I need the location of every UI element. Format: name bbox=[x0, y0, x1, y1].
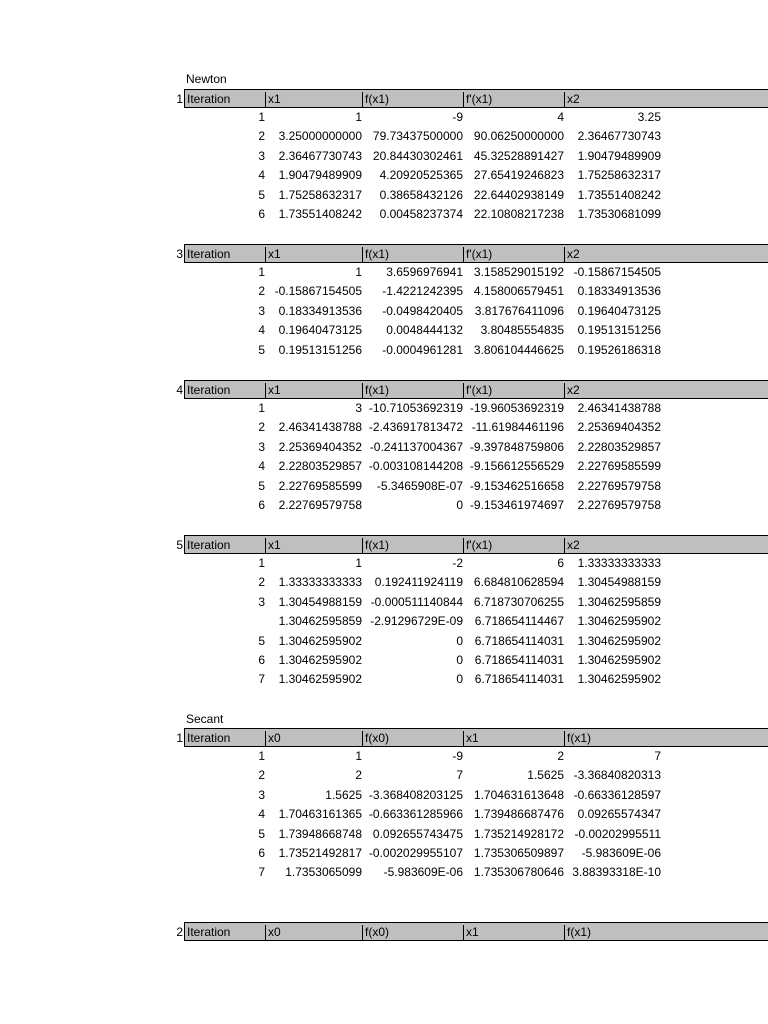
col1-cell[interactable]: 2.25369404352 bbox=[278, 439, 362, 454]
header-cell[interactable]: x0 bbox=[266, 731, 363, 746]
col3-cell[interactable]: -9.156612556529 bbox=[469, 459, 564, 474]
col2-cell[interactable]: -10.71053692319 bbox=[368, 401, 463, 415]
col2-cell[interactable]: -1.4221242395 bbox=[382, 284, 463, 299]
col1-cell[interactable]: 1.90479489909 bbox=[278, 168, 362, 183]
col4-cell[interactable]: 0.19640473125 bbox=[577, 303, 661, 318]
iteration-cell[interactable]: 5 bbox=[258, 826, 265, 841]
header-bar bbox=[184, 89, 768, 108]
col4-cell[interactable]: -0.15867154505 bbox=[573, 265, 661, 279]
header-cell[interactable]: x1 bbox=[266, 538, 363, 553]
iteration-cell[interactable]: 3 bbox=[258, 303, 265, 318]
col2-cell[interactable]: 0 bbox=[456, 672, 463, 687]
col4-cell[interactable]: 2.36467730743 bbox=[577, 129, 661, 144]
iteration-cell[interactable]: 5 bbox=[258, 187, 265, 202]
iteration-cell[interactable]: 1 bbox=[258, 265, 265, 279]
col3-cell[interactable]: -19.96053692319 bbox=[469, 401, 564, 415]
col1-cell[interactable]: 1.70463161365 bbox=[278, 807, 362, 822]
col3-cell[interactable]: 6.684810628594 bbox=[473, 575, 564, 590]
header-cell[interactable]: x1 bbox=[266, 247, 363, 262]
col4-cell[interactable]: 0.19526186318 bbox=[577, 342, 661, 357]
col2-cell[interactable]: -2 bbox=[452, 556, 463, 570]
col4-cell[interactable]: -0.00202995511 bbox=[574, 826, 661, 841]
col1-cell[interactable]: 0.18334913536 bbox=[278, 303, 362, 318]
iteration-cell[interactable]: 2 bbox=[258, 420, 265, 435]
iteration-cell[interactable]: 4 bbox=[258, 807, 265, 822]
header-bar bbox=[184, 728, 768, 747]
col2-cell[interactable]: 0 bbox=[456, 633, 463, 648]
iteration-cell[interactable]: 3 bbox=[258, 594, 265, 609]
header-cell[interactable]: x2 bbox=[567, 383, 580, 397]
col3-cell[interactable]: -9.153462516658 bbox=[469, 478, 564, 493]
col2-cell[interactable]: 0 bbox=[456, 497, 463, 512]
col3-cell[interactable]: 6.718654114031 bbox=[474, 672, 564, 687]
iteration-cell[interactable]: 7 bbox=[258, 672, 265, 687]
col4-cell[interactable]: 1.75258632317 bbox=[577, 168, 661, 183]
col4-cell[interactable]: 3.25 bbox=[637, 110, 661, 124]
col3-cell[interactable]: 1.735306509897 bbox=[473, 845, 564, 860]
col3-cell[interactable]: 6.718654114031 bbox=[474, 633, 564, 648]
iteration-cell[interactable]: 5 bbox=[258, 633, 265, 648]
col3-cell[interactable]: 1.739486687476 bbox=[473, 807, 564, 822]
col1-cell[interactable]: 0.19513151256 bbox=[278, 342, 362, 357]
iteration-cell[interactable]: 1 bbox=[258, 749, 265, 763]
header-bar bbox=[184, 535, 768, 554]
iteration-cell[interactable]: 6 bbox=[258, 206, 265, 221]
col4-cell[interactable]: 2.25369404352 bbox=[577, 420, 661, 435]
col3-cell[interactable]: 2 bbox=[557, 749, 564, 763]
header-cell[interactable]: Iteration bbox=[185, 247, 266, 262]
col4-cell[interactable]: -0.66336128597 bbox=[573, 787, 661, 802]
header-cell[interactable]: f(x1) bbox=[363, 247, 464, 262]
col2-cell[interactable]: 0.192411924119 bbox=[374, 575, 463, 590]
col3-cell[interactable]: 27.65419246823 bbox=[473, 168, 564, 183]
col4-cell[interactable]: 2.22803529857 bbox=[577, 439, 661, 454]
col2-cell[interactable]: 0.092655743475 bbox=[372, 826, 463, 841]
col1-cell[interactable]: 1 bbox=[355, 110, 362, 124]
iteration-cell[interactable]: 5 bbox=[258, 342, 265, 357]
iteration-cell[interactable]: 2 bbox=[258, 575, 265, 590]
iteration-cell[interactable]: 3 bbox=[258, 439, 265, 454]
col4-cell[interactable]: 1.73551408242 bbox=[577, 187, 661, 202]
col1-cell[interactable]: 1 bbox=[355, 265, 362, 279]
header-cell[interactable]: Iteration bbox=[185, 92, 266, 107]
header-cell[interactable]: f(x1) bbox=[363, 92, 464, 107]
col1-cell[interactable]: 2.22803529857 bbox=[278, 459, 362, 474]
header-cell[interactable]: f'(x1) bbox=[464, 92, 565, 107]
col2-cell[interactable]: -0.002029955107 bbox=[368, 845, 463, 860]
col2-cell[interactable]: 0.38658432126 bbox=[379, 187, 463, 202]
col2-cell[interactable]: -0.663361285966 bbox=[368, 807, 463, 822]
col3-cell[interactable]: 22.10808217238 bbox=[473, 206, 564, 221]
iteration-cell[interactable]: 3 bbox=[258, 148, 265, 163]
col2-cell[interactable]: -0.0498420405 bbox=[382, 303, 463, 318]
table-number: 1 bbox=[176, 731, 183, 745]
header-cell[interactable]: x1 bbox=[464, 731, 565, 746]
col4-cell[interactable]: 1.30462595859 bbox=[577, 594, 661, 609]
col3-cell[interactable]: 6.718730706255 bbox=[473, 594, 564, 609]
col2-cell[interactable]: -0.003108144208 bbox=[368, 459, 463, 474]
col2-cell[interactable]: -3.368408203125 bbox=[368, 787, 463, 802]
header-bar bbox=[184, 244, 768, 263]
col4-cell[interactable]: 1.90479489909 bbox=[577, 148, 661, 163]
header-bar bbox=[184, 922, 768, 941]
col4-cell[interactable]: 1.30462595902 bbox=[577, 614, 661, 629]
col2-cell[interactable]: -0.241137004367 bbox=[369, 439, 463, 454]
iteration-cell[interactable]: 6 bbox=[258, 497, 265, 512]
iteration-cell[interactable]: 3 bbox=[258, 787, 265, 802]
header-bar bbox=[184, 380, 768, 399]
col2-cell[interactable]: -5.3465908E-07 bbox=[376, 478, 463, 493]
col2-cell[interactable]: -0.000511140844 bbox=[370, 594, 463, 609]
col1-cell[interactable]: 2 bbox=[355, 768, 362, 783]
col4-cell[interactable]: 7 bbox=[654, 749, 661, 763]
col1-cell[interactable]: 2.22769585599 bbox=[278, 478, 362, 493]
col2-cell[interactable]: 0.0048444132 bbox=[386, 323, 463, 338]
header-cell[interactable]: Iteration bbox=[185, 925, 266, 940]
header-cell[interactable]: f(x0) bbox=[363, 731, 464, 746]
col3-cell[interactable]: 22.64402938149 bbox=[473, 187, 564, 202]
col3-cell[interactable]: 6.718654114031 bbox=[474, 652, 564, 667]
header-cell[interactable]: f'(x1) bbox=[464, 247, 565, 262]
col4-cell[interactable]: 0.19513151256 bbox=[577, 323, 661, 338]
col3-cell[interactable]: -9.397848759806 bbox=[469, 439, 564, 454]
iteration-cell[interactable]: 2 bbox=[258, 129, 265, 144]
col1-cell[interactable]: 1.73521492817 bbox=[278, 845, 362, 860]
iteration-cell[interactable]: 5 bbox=[258, 478, 265, 493]
header-cell[interactable]: x2 bbox=[567, 538, 580, 552]
header-cell[interactable]: x1 bbox=[464, 925, 565, 940]
col1-cell[interactable]: 1.5625 bbox=[325, 787, 362, 802]
header-cell[interactable]: f(x1) bbox=[363, 538, 464, 553]
col2-cell[interactable]: 4.20920525365 bbox=[379, 168, 463, 183]
iteration-cell[interactable]: 1 bbox=[258, 556, 265, 570]
col1-cell[interactable]: 1.30462595902 bbox=[278, 633, 362, 648]
col2-cell[interactable]: -2.436917813472 bbox=[368, 420, 463, 435]
col4-cell[interactable]: 1.30462595902 bbox=[577, 633, 661, 648]
header-cell[interactable]: f'(x1) bbox=[464, 538, 565, 553]
col3-cell[interactable]: 6.718654114467 bbox=[474, 614, 564, 629]
col4-cell[interactable]: 3.88393318E-10 bbox=[572, 865, 661, 880]
col1-cell[interactable]: 1.73551408242 bbox=[278, 206, 362, 221]
newton-section-title: Newton bbox=[186, 72, 227, 86]
col1-cell[interactable]: 1.30462595902 bbox=[278, 652, 362, 667]
iteration-cell[interactable]: 2 bbox=[258, 768, 265, 783]
col3-cell[interactable]: 3.817676411096 bbox=[474, 303, 564, 318]
col3-cell[interactable]: 1.5625 bbox=[527, 768, 564, 783]
header-cell[interactable]: f'(x1) bbox=[464, 383, 565, 398]
col3-cell[interactable]: 90.06250000000 bbox=[473, 129, 564, 144]
col2-cell[interactable]: 7 bbox=[456, 768, 463, 783]
col3-cell[interactable]: 1.735306780646 bbox=[473, 865, 564, 880]
col4-cell[interactable]: 1.30454988159 bbox=[577, 575, 661, 590]
col2-cell[interactable]: -0.0004961281 bbox=[382, 342, 463, 357]
col4-cell[interactable]: 1.33333333333 bbox=[577, 556, 661, 570]
col1-cell[interactable]: 1.30454988159 bbox=[278, 594, 362, 609]
table-number: 5 bbox=[176, 538, 183, 552]
col3-cell[interactable]: 45.32528891427 bbox=[473, 148, 564, 163]
header-cell[interactable]: Iteration bbox=[185, 538, 266, 553]
col3-cell[interactable]: -11.61984461196 bbox=[471, 420, 564, 435]
col1-cell[interactable]: 1.30462595859 bbox=[278, 614, 362, 629]
col3-cell[interactable]: 3.80485554835 bbox=[480, 323, 564, 338]
iteration-cell[interactable]: 1 bbox=[258, 401, 265, 415]
col1-cell[interactable]: 1.30462595902 bbox=[278, 672, 362, 687]
col4-cell[interactable]: -3.36840820313 bbox=[573, 768, 661, 783]
col1-cell[interactable]: 1.73948668748 bbox=[278, 826, 362, 841]
secant-section-title: Secant bbox=[186, 712, 224, 726]
iteration-cell[interactable]: 6 bbox=[258, 845, 265, 860]
col1-cell[interactable]: 3.25000000000 bbox=[278, 129, 362, 144]
col3-cell[interactable]: -9.153461974697 bbox=[469, 497, 564, 512]
header-cell[interactable]: x0 bbox=[266, 925, 363, 940]
col1-cell[interactable]: -0.15867154505 bbox=[274, 284, 362, 299]
col2-cell[interactable]: -9 bbox=[452, 110, 463, 124]
col4-cell[interactable]: 1.30462595902 bbox=[577, 672, 661, 687]
col2-cell[interactable]: 79.73437500000 bbox=[372, 129, 463, 144]
header-cell[interactable]: x2 bbox=[567, 92, 580, 106]
col1-cell[interactable]: 0.19640473125 bbox=[278, 323, 362, 338]
col1-cell[interactable]: 2.36467730743 bbox=[278, 148, 362, 163]
col4-cell[interactable]: 0.18334913536 bbox=[577, 284, 661, 299]
col3-cell[interactable]: 3.158529015192 bbox=[473, 265, 564, 279]
iteration-cell[interactable]: 4 bbox=[258, 459, 265, 474]
col3-cell[interactable]: 1.735214928172 bbox=[473, 826, 564, 841]
header-cell[interactable]: f(x0) bbox=[363, 925, 464, 940]
header-cell[interactable]: f(x1) bbox=[567, 925, 591, 939]
iteration-cell[interactable]: 6 bbox=[258, 652, 265, 667]
iteration-cell[interactable]: 2 bbox=[258, 284, 265, 299]
table-number: 1 bbox=[176, 92, 183, 106]
col1-cell[interactable]: 2.22769579758 bbox=[278, 497, 362, 512]
col1-cell[interactable]: 1.7353065099 bbox=[285, 865, 362, 880]
col4-cell[interactable]: 1.73530681099 bbox=[577, 206, 661, 221]
col2-cell[interactable]: 0 bbox=[456, 652, 463, 667]
table-number: 2 bbox=[176, 925, 183, 939]
col3-cell[interactable]: 4.158006579451 bbox=[473, 284, 564, 299]
col4-cell[interactable]: 2.22769579758 bbox=[577, 497, 661, 512]
table-number: 3 bbox=[176, 247, 183, 261]
header-cell[interactable]: x1 bbox=[266, 383, 363, 398]
header-cell[interactable]: f(x1) bbox=[363, 383, 464, 398]
col1-cell[interactable]: 1.75258632317 bbox=[278, 187, 362, 202]
col1-cell[interactable]: 1 bbox=[355, 556, 362, 570]
iteration-cell[interactable]: 7 bbox=[258, 865, 265, 880]
header-cell[interactable]: x1 bbox=[266, 92, 363, 107]
col3-cell[interactable]: 1.704631613648 bbox=[473, 787, 564, 802]
col4-cell[interactable]: -5.983609E-06 bbox=[581, 845, 661, 860]
col4-cell[interactable]: 1.30462595902 bbox=[577, 652, 661, 667]
col1-cell[interactable]: 1.33333333333 bbox=[278, 575, 362, 590]
iteration-cell[interactable]: 4 bbox=[258, 323, 265, 338]
col2-cell[interactable]: -9 bbox=[452, 749, 463, 763]
header-cell[interactable]: f(x1) bbox=[567, 731, 591, 745]
header-cell[interactable]: x2 bbox=[567, 247, 580, 261]
col2-cell[interactable]: 3.6596976941 bbox=[386, 265, 463, 279]
col3-cell[interactable]: 3.806104446625 bbox=[473, 342, 564, 357]
iteration-cell[interactable]: 4 bbox=[258, 168, 265, 183]
header-cell[interactable]: Iteration bbox=[185, 383, 266, 398]
header-cell[interactable]: Iteration bbox=[185, 731, 266, 746]
col2-cell[interactable]: -2.91296729E-09 bbox=[370, 614, 463, 629]
col3-cell[interactable]: 6 bbox=[557, 556, 564, 570]
table-number: 4 bbox=[176, 383, 183, 397]
col1-cell[interactable]: 1 bbox=[355, 749, 362, 763]
col2-cell[interactable]: 20.84430302461 bbox=[372, 148, 463, 163]
col2-cell[interactable]: -5.983609E-06 bbox=[383, 865, 463, 880]
col4-cell[interactable]: 0.09265574347 bbox=[577, 807, 661, 822]
col4-cell[interactable]: 2.22769585599 bbox=[577, 459, 661, 474]
iteration-cell[interactable]: 1 bbox=[258, 110, 265, 124]
col4-cell[interactable]: 2.46341438788 bbox=[577, 401, 661, 415]
col3-cell[interactable]: 4 bbox=[557, 110, 564, 124]
col1-cell[interactable]: 2.46341438788 bbox=[278, 420, 362, 435]
col4-cell[interactable]: 2.22769579758 bbox=[577, 478, 661, 493]
col2-cell[interactable]: 0.00458237374 bbox=[379, 206, 463, 221]
col1-cell[interactable]: 3 bbox=[355, 401, 362, 415]
